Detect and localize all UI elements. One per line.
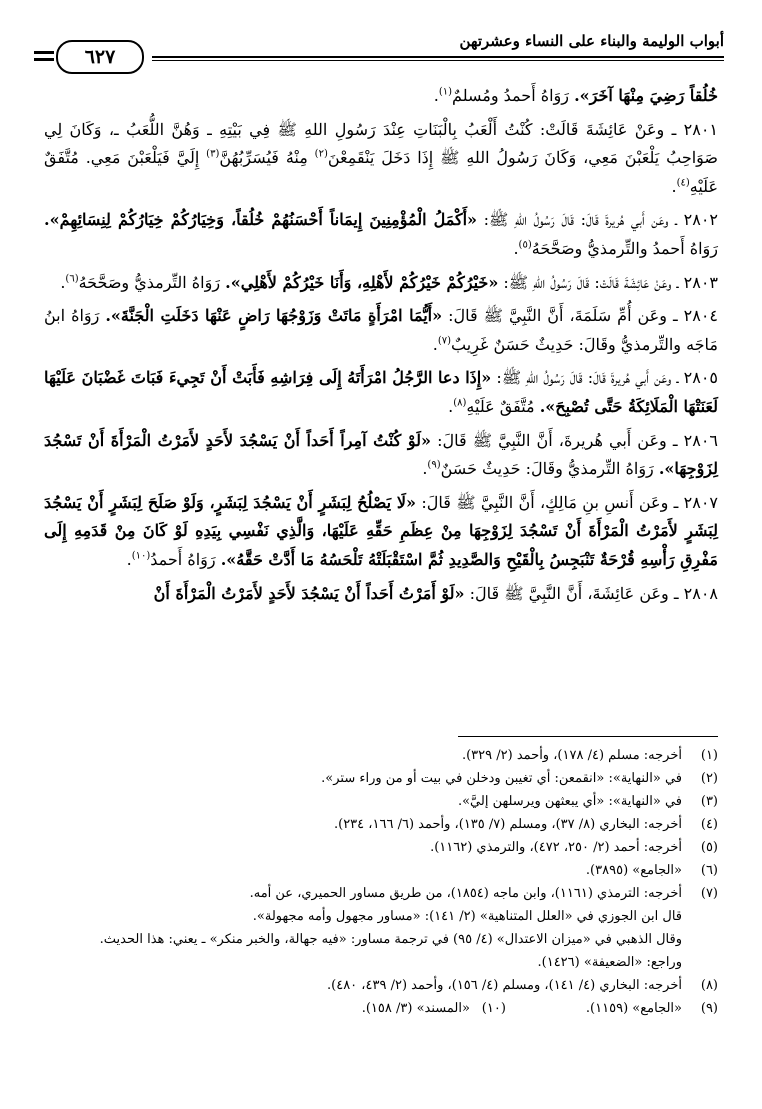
footnote-text: في «النهاية»: «انقمعن: أي تغيبن ودخلن في بيت أو من وراء ستر». — [321, 771, 682, 786]
footnote — [44, 744, 718, 767]
footnote-pair — [44, 997, 718, 1020]
narration-text: . — [60, 272, 66, 292]
narration-text: . — [422, 459, 428, 479]
footnote-continuation: وراجع: «الضعيفة» (١٤٢٦). — [537, 955, 682, 970]
footnote-number: (٩) — [700, 1001, 718, 1016]
footnote-text: «المسند» (٣/ ١٥٨). — [361, 1001, 470, 1016]
footnote-ref[interactable]: (١) — [438, 86, 453, 98]
footnote-ref[interactable]: (٣) — [206, 148, 220, 160]
hadith-text: «أَكْمَلُ الْمُؤْمِنِينَ إِيمَاناً أَحْسَنُهُمْ خُلُقاً، وَخِيَارُكُمْ خِيَارُكُمْ لِنِسَائِهِمْ». — [44, 210, 478, 230]
hadith-paragraph — [44, 364, 718, 421]
footnote-text: أخرجه: البخاري (٤/ ١٤١)، ومسلم (٤/ ١٥٦)، وأحمد (٢/ ٤٣٩، ٤٨٠). — [327, 978, 682, 993]
hadith-text: «خَيْرُكُمْ خَيْرُكُمْ لأَهْلِهِ، وَأَنَا خَيْرُكُمْ لأَهْلِي». — [225, 272, 499, 292]
narration-text: ٢٨٠١ ـ وعَنْ عَائِشَةَ قَالَتْ: كُنْتُ أَلْعَبُ بِالْبَنَاتِ عِنْدَ رَسُولِ اللهِ ﷺ فِي بَيْتِهِ ـ وَهُنَّ اللُّعَبُ ـ، وَكَانَ لِي صَوَاحِبُ يَلْعَبْنَ مَعِي، وَكَانَ رَسُولُ اللهِ ﷺ إِذَا دَخَلَ يَنْقَمِعْنَ — [44, 119, 718, 168]
hadith-text: «لَوْ أَمَرْتُ أَحَداً أَنْ يَسْجُدَ لأَحَدٍ لأَمَرْتُ الْمَرْأَةَ أَنْ — [153, 583, 465, 603]
footnote — [44, 974, 718, 997]
footnote-number: (٦) — [700, 863, 718, 878]
footnote-ref[interactable]: (١٠) — [131, 550, 151, 562]
narration-text: رَوَاهُ ابنُ مَاجَه والتِّرمذيُّ وقَالَ: حَدِيثٌ حَسَنٌ غَرِيبٌ — [44, 306, 718, 354]
hadith-paragraph — [44, 82, 718, 111]
footnotes — [44, 744, 718, 1020]
narration-text: مُتَّفَقٌ عَلَيْهِ — [466, 396, 540, 416]
narration-text: ٢٨٠٦ ـ وعَن أَبي هُريرةَ، أَنَّ النَّبِيَّ ﷺ قَالَ: — [431, 430, 718, 450]
footnote-text: في «النهاية»: «أي يبعثهن ويرسلهن إليَّ». — [457, 794, 682, 809]
hadith-paragraph — [44, 269, 718, 298]
hadith-paragraph — [44, 580, 718, 609]
narration-text: رَوَاهُ التِّرمذيُّ وصَحَّحَهُ — [78, 272, 226, 292]
page-number-ornament — [34, 51, 54, 54]
footnote-number: (٣) — [700, 794, 718, 809]
footnote-ref[interactable]: (٦) — [65, 273, 79, 285]
footnote-number: (٢) — [700, 771, 718, 786]
footnote-text: أخرجه: أحمد (٢/ ٢٥٠، ٤٧٢)، والترمذي (١١٦٢). — [430, 840, 682, 855]
footnote — [44, 859, 718, 882]
footnote-number: (١٠) — [481, 1001, 506, 1016]
narration-text: . — [432, 334, 438, 354]
narration-text: إِلَيَّ فَيَلْعَبْنَ مَعِي. مُتَّفَقٌ عَلَيْهِ — [44, 148, 718, 196]
footnote-number: (٨) — [700, 978, 718, 993]
narration-text: . — [126, 549, 132, 569]
page-header — [34, 26, 728, 74]
footnote-number: (٥) — [700, 840, 718, 855]
narration-text: ٢٨٠٤ ـ وعَن أُمِّ سَلَمَةَ، أَنَّ النَّبِيَّ ﷺ قَالَ: — [442, 306, 719, 326]
footnote-ref[interactable]: (٤) — [676, 177, 690, 189]
footnote-text: أخرجه: مسلم (٤/ ١٧٨)، وأحمد (٢/ ٣٢٩). — [461, 748, 682, 763]
header-rule-thin — [152, 60, 724, 61]
narration-text: رَوَاهُ أَحمدُ — [150, 549, 221, 569]
narration-text: ٢٨٠٢ ـ وعَن أَبي هُريرةَ قَالَ: قَالَ رَسُولُ اللهِ ﷺ: — [477, 210, 718, 230]
hadith-text: «إِذَا دعا الرَّجُلُ امْرَأَتَهُ إِلَى فِرَاشِهِ فَأَبَتْ أَنْ تَجِيءَ فَبَاتَ غَضْبَانَ عَلَيْهَا لَعَنَتْهَا الْمَلَائِكَةُ حَتَّى تُصْبِحَ». — [44, 368, 718, 416]
footnote — [44, 767, 718, 790]
hadith-paragraph — [44, 116, 718, 202]
page-number: ٦٢٧ — [56, 40, 144, 74]
narration-text: ٢٨٠٣ ـ وعَنْ عَائِشَةَ قَالَتْ: قَالَ رَسُولُ اللهِ ﷺ: — [498, 272, 718, 292]
narration-text: رَوَاهُ التِّرمذيُّ وقَالَ: حَدِيثٌ حَسَنٌ — [440, 459, 659, 479]
footnote-number: (٤) — [700, 817, 718, 832]
hadith-paragraph — [44, 206, 718, 263]
narration-text: رَوَاهُ أَحمدُ والتِّرمذيُّ وصَحَّحَهُ — [531, 238, 718, 258]
narration-text: . — [671, 176, 677, 196]
narration-text: . — [513, 238, 519, 258]
hadith-text: «لَا يَصْلُحُ لِبَشَرٍ أَنْ يَسْجُدَ لِبَشَرٍ، وَلَوْ صَلَحَ لِبَشَرٍ أَنْ يَسْجُدَ لِبَشَرٍ لأَمَرْتُ الْمَرْأَةَ أَنْ تَسْجُدَ لِزَوْجِهَا مِنْ عِظَمِ حَقِّهِ عَلَيْهَا، وَالَّذِي نَفْسِي بِيَدِهِ لَوْ كَانَ مِنْ قَدَمِهِ إِلَى مَفْرِقِ رَأْسِهِ قُرْحَةٌ تَنْبَجِسُ بِالْقَيْحِ وَالصَّدِيدِ ثُمَّ اسْتَقْبَلَتْهُ تَلْحَسُهُ مَا أَدَّتْ حَقَّهُ». — [44, 492, 719, 569]
narration-text: رَوَاهُ أَحمدُ ومُسلمٌ — [452, 86, 575, 105]
footnote-text: أخرجه: الترمذي (١١٦١)، وابن ماجه (١٨٥٤)، من طريق مساور الحميري، عن أمه. — [249, 886, 682, 901]
footnote — [44, 882, 718, 905]
footnote-ref[interactable]: (٩) — [427, 459, 441, 471]
narration-text: . — [448, 396, 454, 416]
hadith-text: «أَيُّمَا امْرَأَةٍ مَاتَتْ وَزَوْجُهَا رَاضٍ عَنْهَا دَخَلَتِ الْجَنَّةَ». — [105, 306, 443, 326]
narration-text: ٢٨٠٥ ـ وعَن أَبي هُريرةَ قَالَ: قَالَ رَسُولُ اللهِ ﷺ: — [491, 368, 718, 388]
footnote-text: «الجامع» (١١٥٩). — [585, 1001, 682, 1016]
footnote — [586, 997, 718, 1020]
footnote-ref[interactable]: (٨) — [453, 397, 467, 409]
header-rule — [152, 56, 724, 58]
footnote-ref[interactable]: (٧) — [437, 335, 452, 347]
footnote-ref[interactable]: (٢) — [314, 148, 328, 160]
footnote — [44, 836, 718, 859]
narration-text: ٢٨٠٨ ـ وعَن عَائِشَةَ، أَنَّ النَّبِيَّ ﷺ قَالَ: — [464, 583, 718, 603]
footnote-continuation: وقال الذهبي في «ميزان الاعتدال» (٤/ ٩٥) في ترجمة مساور: «فيه جهالة، والخبر منكر» ـ يعني: هذا الحديث. — [99, 932, 682, 947]
footnote — [44, 813, 718, 836]
footnote-number: (١) — [700, 748, 718, 763]
hadith-text: «لَوْ كُنْتُ آمِراً أَحَداً أَنْ يَسْجُدَ لأَحَدٍ لأَمَرْتُ الْمَرْأَةَ أَنْ تَسْجُدَ لِزَوْجِهَا». — [44, 430, 718, 479]
footnote-continuation: قال ابن الجوزي في «العلل المتناهية» (٢/ ١٤١): «مساور مجهول وأمه مجهولة». — [252, 909, 682, 924]
footnote — [44, 790, 718, 813]
hadith-paragraph — [44, 427, 718, 484]
running-title: أبواب الوليمة والبناء على النساء وعشرتهن — [459, 32, 724, 50]
narration-text: مِنْهُ فَيُسَرِّبُهُنَّ — [219, 148, 315, 168]
narration-text: ٢٨٠٧ ـ وعَن أَنسِ بنِ مَالِكٍ، أَنَّ النَّبِيَّ ﷺ قَالَ: — [416, 492, 718, 512]
footnote — [362, 997, 506, 1020]
narration-text: . — [433, 86, 439, 105]
hadith-text: خُلُقاً رَضِيَ مِنْهَا آخَرَ». — [574, 86, 718, 105]
hadith-paragraph — [44, 302, 718, 359]
footnote-divider — [458, 736, 718, 737]
footnote-text: أخرجه: البخاري (٨/ ٣٧)، ومسلم (٧/ ١٣٥)، وأحمد (٦/ ١٦٦، ٢٣٤). — [333, 817, 682, 832]
page-number-ornament — [34, 58, 54, 61]
hadith-paragraph — [44, 489, 718, 575]
footnote-ref[interactable]: (٥) — [518, 239, 532, 251]
footnote-number: (٧) — [700, 886, 718, 901]
main-text — [44, 82, 718, 613]
footnote-text: «الجامع» (٣٨٩٥). — [585, 863, 682, 878]
